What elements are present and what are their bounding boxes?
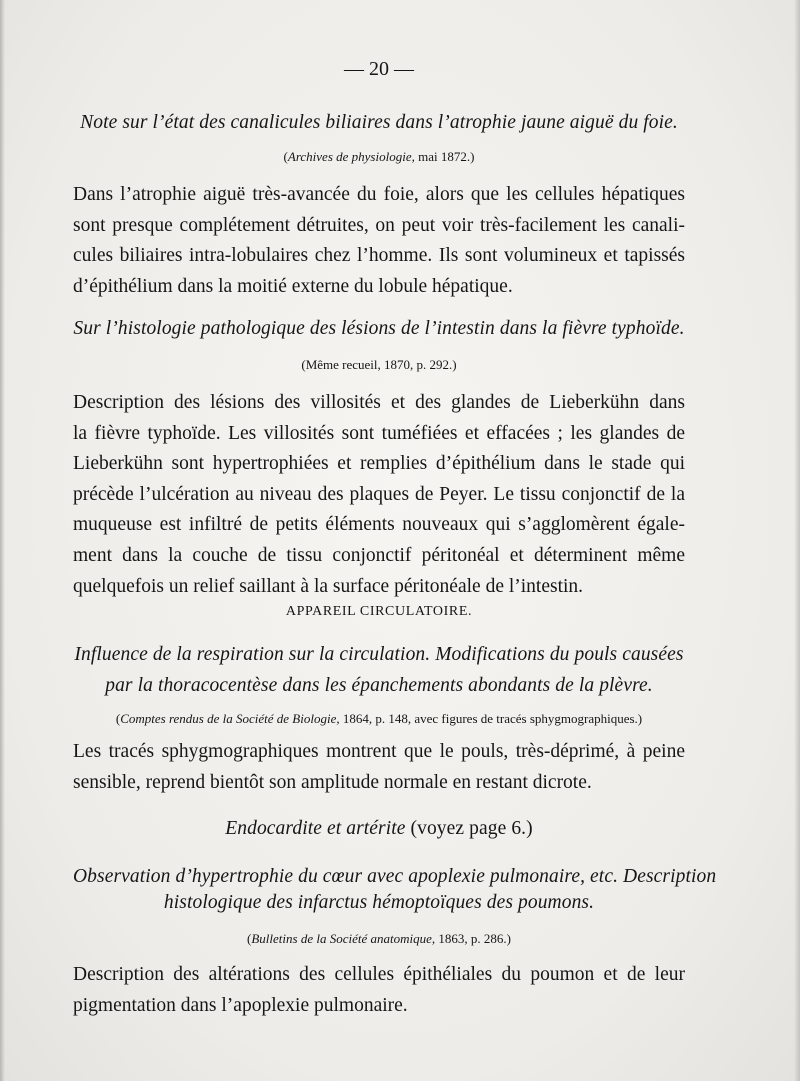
entry-1-body-line: cules biliaires intra-lobulaires chez l’homme. Ils sont volumineux et tapissés	[73, 245, 685, 267]
entry-5-title-line: Observation d’hypertrophie du cœur avec apoplexie pulmonaire, etc. Description	[73, 866, 717, 887]
entry-2-body-line: muqueuse est infiltré de petits éléments nouveaux qui s’agglomèrent égale-	[73, 514, 685, 536]
entry-5-body-line: pigmentation dans l’apoplexie pulmonaire.	[73, 994, 408, 1016]
entry-1-citation: (Archives de physiologie, mai 1872.)	[283, 149, 475, 164]
entry-4-title-italic: Endocardite et artérite	[225, 818, 406, 839]
entry-3-body-line: Les tracés sphygmographiques montrent que le pouls, très-déprimé, à peine	[73, 741, 685, 762]
entry-2-title: Sur l’histologie pathologique des lésions de l’intestin dans la fièvre typhoïde.	[73, 318, 685, 339]
entry-3-body	[73, 737, 685, 798]
entry-4-title	[73, 814, 685, 844]
entry-1-citation-date: mai 1872.	[414, 149, 471, 164]
entry-1-citation-source: Archives de physiologie,	[287, 149, 415, 164]
entry-1-title: Note sur l’état des canalicules biliaires dans l’atrophie jaune aiguë du foie.	[80, 112, 678, 133]
entry-1-body-line: d’épithélium dans la moitié externe du lobule hépatique.	[73, 275, 513, 297]
entry-2-citation: (Même recueil, 1870, p. 292.)	[301, 357, 457, 372]
entry-3-title-line: par la thoracocentèse dans les épanchements abondants de la plèvre.	[105, 675, 653, 696]
entry-3-citation: (Comptes rendus de la Société de Biologie, 1864, p. 148, avec figures de tracés sphygmographiques.)	[115, 711, 643, 726]
entry-5-body-line: Description des altérations des cellules épithéliales du poumon et de leur	[73, 964, 685, 985]
entry-2-body	[73, 388, 685, 602]
page-edge-shadow-right	[794, 0, 800, 1081]
entry-1-body	[73, 180, 685, 302]
entry-2-body-line: Description des lésions des villosités et des glandes de Lieberkühn dans	[73, 392, 685, 413]
entry-5-body	[73, 960, 685, 1021]
entry-3-body-line: sensible, reprend bientôt son amplitude normale en restant dicrote.	[73, 771, 592, 793]
entry-2-body-line: précède l’ulcération au niveau des plaques de Peyer. Le tissu conjonctif de la	[73, 483, 685, 505]
entry-1-body-line: sont presque complétement détruites, on peut voir très-facilement les canali-	[73, 214, 685, 236]
entry-2-body-line: la fièvre typhoïde. Les villosités sont tuméfiées et effacées ; les glandes de	[73, 422, 685, 444]
section-heading: APPAREIL CIRCULATOIRE.	[285, 604, 473, 619]
entry-3-citation-source: Comptes rendus de la Société de Biologie,	[120, 711, 340, 726]
entry-5-title-line: histologique des infarctus hémoptoïques des poumons.	[163, 892, 595, 913]
entry-5-citation-rest: 1863, p. 286.	[435, 931, 507, 946]
entry-2-body-line: quelquefois un relief saillant à la surface péritonéale de l’intestin.	[73, 575, 584, 597]
entry-2-body-line: ment dans la couche de tissu conjonctif péritonéal et déterminent même	[73, 544, 685, 566]
page-number: — 20 —	[344, 58, 414, 80]
entry-2-body-line: Lieberkühn sont hypertrophiées et remplies d’épithélium dans le stade qui	[73, 453, 685, 475]
page-edge-shadow-left	[0, 0, 5, 1081]
entry-5-citation: (Bulletins de la Société anatomique, 1863, p. 286.)	[247, 931, 511, 946]
entry-5-citation-source: Bulletins de la Société anatomique,	[251, 931, 436, 946]
entry-3-citation-rest: 1864, p. 148, avec figures de tracés sphygmographiques.	[339, 711, 638, 726]
entry-1-body-line: Dans l’atrophie aiguë très-avancée du foie, alors que les cellules hépatiques	[73, 184, 685, 205]
entry-3-title-line: Influence de la respiration sur la circulation. Modifications du pouls causées	[74, 644, 684, 665]
entry-4-title-roman: (voyez page 6.)	[405, 818, 533, 839]
